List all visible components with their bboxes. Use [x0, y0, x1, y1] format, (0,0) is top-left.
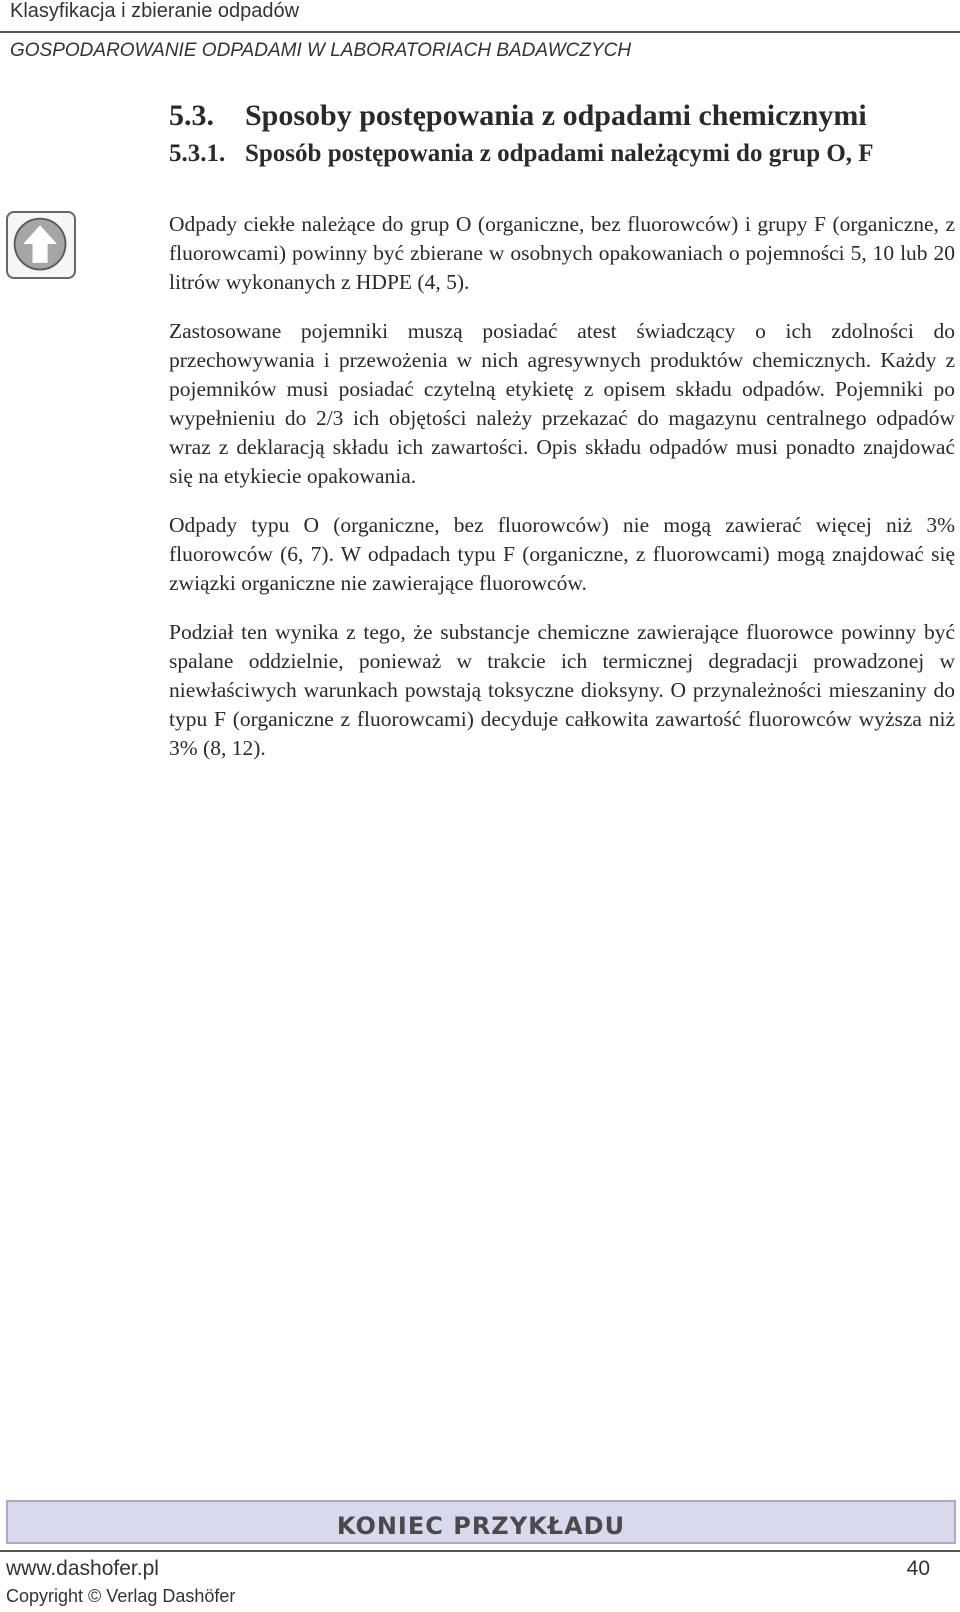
example-end-label: KONIEC PRZYKŁADU — [336, 1512, 626, 1540]
section-title: Sposoby postępowania z odpadami chemicznymi — [245, 99, 867, 132]
paragraph: Podział ten wynika z tego, że substancje chemiczne zawierające fluorowce powinny być spalane oddzielnie, ponieważ w trakcie ich termicznej degradacji prowadzonej w niewłaściwych warunkach powstają toksyczne dioksyny. O przynależności mieszaniny do typu F (organiczne z fluorowcami) decyduje całkowita zawartość fluorowców wyższa niż 3% (8, 12). — [169, 620, 955, 760]
page-content — [169, 96, 955, 763]
page-number: 40 — [906, 1557, 930, 1580]
arrow-up-icon — [8, 213, 74, 277]
scroll-up-button[interactable] — [6, 211, 76, 279]
paragraph: Zastosowane pojemniki muszą posiadać atest świadczący o ich zdolności do przechowywania i przewożenia w nich agresywnych produktów chemicznych. Każdy z pojemników musi posiadać czytelną etykietę z opisem składu odpadów. Pojemniki po wypełnieniu do 2/3 ich objętości należy przekazać do magazynu centralnego odpadów wraz z deklaracją składu ich zawartości. Opis składu odpadów musi ponadto znajdować się na etykiecie opakowania. — [169, 319, 955, 488]
section-heading — [169, 96, 955, 136]
example-end-bar — [6, 1500, 956, 1544]
running-title: Klasyfikacja i zbieranie odpadów — [10, 0, 300, 22]
section-number: 5.3. — [169, 99, 214, 132]
subsection-number: 5.3.1. — [169, 140, 226, 167]
paragraph: Odpady ciekłe należące do grup O (organiczne, bez fluorowców) i grupy F (organiczne, z fluorowcami) powinny być zbierane w osobnych opakowaniach o pojemności 5, 10 lub 20 litrów wykonanych z HDPE (4, 5). — [169, 212, 955, 294]
subsection-title: Sposób postępowania z odpadami należącymi do grup O, F — [245, 140, 874, 167]
header-divider — [0, 31, 960, 33]
footer-divider — [0, 1550, 960, 1552]
subsection-heading — [169, 136, 955, 172]
footer-website-link[interactable]: www.dashofer.pl — [6, 1557, 159, 1580]
paragraph: Odpady typu O (organiczne, bez fluorowców) nie mogą zawierać więcej niż 3% fluorowców (6, 7). W odpadach typu F (organiczne, z fluorowcami) mogą znajdować się związki organiczne nie zawierające fluorowców. — [169, 513, 955, 595]
copyright-notice: Copyright © Verlag Dashöfer — [6, 1586, 236, 1606]
publication-title: GOSPODAROWANIE ODPADAMI W LABORATORIACH BADAWCZYCH — [10, 40, 632, 61]
